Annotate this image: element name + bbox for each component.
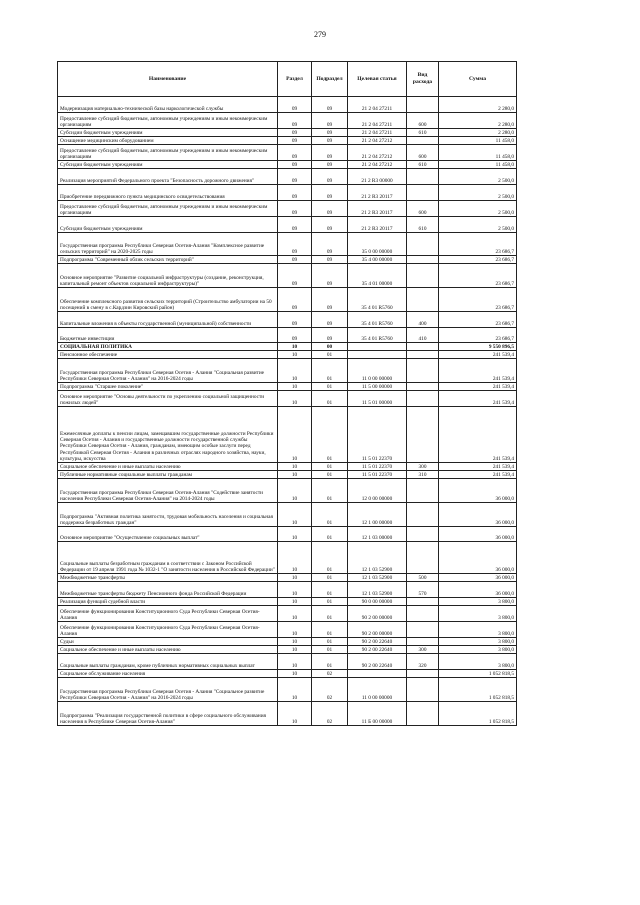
row-podrazdel: 01 — [312, 383, 348, 391]
row-razdel: 10 — [278, 351, 312, 359]
row-summa: 11 458,0 — [439, 161, 517, 169]
table-row — [58, 328, 517, 343]
table-row — [58, 542, 517, 574]
row-podrazdel: 01 — [312, 527, 348, 542]
row-razdel: 10 — [278, 503, 312, 527]
row-razdel: 09 — [278, 169, 312, 185]
row-celevaya-statya: 21 2 04 27212 — [348, 145, 407, 161]
row-name: Субсидии бюджетным учреждениям — [58, 217, 278, 233]
row-name: Предоставление субсидий бюджетным, автономным учреждениям и иным некоммерческим организациям — [58, 145, 278, 161]
row-razdel: 09 — [278, 137, 312, 145]
row-summa: 3 800,0 — [439, 646, 517, 654]
row-vid-rashoda: 570 — [407, 582, 439, 598]
table-row — [58, 233, 517, 256]
row-summa: 2 500,0 — [439, 201, 517, 217]
row-vid-rashoda — [407, 407, 439, 463]
row-celevaya-statya: 11 Б 00 00000 — [348, 702, 407, 726]
row-celevaya-statya: 90 2 00 00000 — [348, 622, 407, 638]
row-name: Обеспечение функционирования Конституционного Суда Республики Северная Осетия-Алания — [58, 622, 278, 638]
row-vid-rashoda — [407, 622, 439, 638]
row-razdel: 10 — [278, 359, 312, 383]
table-row — [58, 654, 517, 670]
row-summa: 3 800,0 — [439, 622, 517, 638]
table-row — [58, 256, 517, 264]
row-summa: 23 686,7 — [439, 328, 517, 343]
row-razdel: 10 — [278, 622, 312, 638]
table-row — [58, 471, 517, 479]
row-name: Государственная программа Республики Северная Осетия - Алания "Социальное развитие Республики Северная Осетия - Алания" на 2016-2024 годы — [58, 678, 278, 702]
row-podrazdel: 09 — [312, 288, 348, 312]
row-celevaya-statya: 90 2 00 00000 — [348, 606, 407, 622]
row-celevaya-statya: 11 0 00 00000 — [348, 359, 407, 383]
row-podrazdel: 09 — [312, 312, 348, 328]
table-row — [58, 622, 517, 638]
table-row — [58, 288, 517, 312]
row-podrazdel: 01 — [312, 646, 348, 654]
header-podrazdel: Подраздел — [312, 62, 348, 97]
row-name: Предоставление субсидий бюджетным, автономным учреждениям и иным некоммерческим организациям — [58, 113, 278, 129]
row-celevaya-statya: 11 5 01 00000 — [348, 391, 407, 407]
row-razdel: 09 — [278, 233, 312, 256]
row-celevaya-statya: 12 1 03 52900 — [348, 582, 407, 598]
row-vid-rashoda — [407, 383, 439, 391]
row-name: Реализация функций судебной власти — [58, 598, 278, 606]
row-celevaya-statya: 21 2 04 27211 — [348, 113, 407, 129]
row-name: Социальное обеспечение и иные выплаты населению — [58, 463, 278, 471]
row-celevaya-statya — [348, 351, 407, 359]
row-vid-rashoda — [407, 288, 439, 312]
table-row — [58, 479, 517, 503]
row-summa: 36 000,0 — [439, 527, 517, 542]
row-name: Обеспечение комплексного развития сельских территорий (Строительство амбулатории на 50 посещений в смену в с.Кардзин Кировский район) — [58, 288, 278, 312]
row-celevaya-statya: 11 5 00 00000 — [348, 383, 407, 391]
row-celevaya-statya: 35 0 00 00000 — [348, 233, 407, 256]
row-razdel: 09 — [278, 161, 312, 169]
row-summa: 23 686,7 — [439, 312, 517, 328]
row-summa: 2 280,0 — [439, 97, 517, 113]
row-razdel: 09 — [278, 288, 312, 312]
row-vid-rashoda: 300 — [407, 646, 439, 654]
row-celevaya-statya: 90 2 00 22640 — [348, 646, 407, 654]
row-celevaya-statya — [348, 670, 407, 678]
row-celevaya-statya: 35 4 01 R5760 — [348, 288, 407, 312]
row-celevaya-statya — [348, 343, 407, 351]
row-podrazdel: 09 — [312, 201, 348, 217]
row-celevaya-statya: 21 2 R3 20117 — [348, 201, 407, 217]
row-vid-rashoda — [407, 670, 439, 678]
row-summa: 241 539,4 — [439, 351, 517, 359]
table-row — [58, 678, 517, 702]
row-summa: 2 500,0 — [439, 169, 517, 185]
table-row — [58, 359, 517, 383]
row-summa: 241 539,4 — [439, 383, 517, 391]
row-name: Пенсионное обеспечение — [58, 351, 278, 359]
row-celevaya-statya: 12 1 03 52900 — [348, 542, 407, 574]
row-razdel: 10 — [278, 582, 312, 598]
table-row — [58, 407, 517, 463]
row-vid-rashoda — [407, 678, 439, 702]
table-row — [58, 503, 517, 527]
row-celevaya-statya: 35 4 01 R5760 — [348, 312, 407, 328]
row-razdel: 10 — [278, 654, 312, 670]
row-name: Основное мероприятие "Развитие социальной инфраструктуры (создание, реконструкция, капитальный ремонт объектов социальной инфраструктуры)" — [58, 264, 278, 288]
row-name: Подпрограмма "Активная политика занятости, трудовая мобильность населения и социальная поддержка безработных граждан" — [58, 503, 278, 527]
row-celevaya-statya: 21 2 04 27211 — [348, 129, 407, 137]
table-row — [58, 702, 517, 726]
table-row — [58, 161, 517, 169]
header-vid-rashoda: Вид расхода — [407, 62, 439, 97]
row-celevaya-statya: 11 5 01 22370 — [348, 471, 407, 479]
table-row — [58, 606, 517, 622]
row-vid-rashoda — [407, 137, 439, 145]
row-celevaya-statya: 12 0 00 00000 — [348, 479, 407, 503]
row-summa: 1 052 818,5 — [439, 670, 517, 678]
row-podrazdel: 09 — [312, 233, 348, 256]
row-podrazdel: 01 — [312, 391, 348, 407]
row-vid-rashoda — [407, 343, 439, 351]
row-vid-rashoda: 600 — [407, 145, 439, 161]
row-name: Субсидии бюджетным учреждениям — [58, 129, 278, 137]
row-vid-rashoda: 300 — [407, 463, 439, 471]
row-razdel: 09 — [278, 185, 312, 201]
row-podrazdel: 01 — [312, 407, 348, 463]
row-podrazdel: 01 — [312, 471, 348, 479]
table-row — [58, 169, 517, 185]
header-name: Наименование — [58, 62, 278, 97]
row-podrazdel: 01 — [312, 542, 348, 574]
row-vid-rashoda: 610 — [407, 161, 439, 169]
page-number: 279 — [314, 30, 326, 39]
row-summa: 11 458,0 — [439, 145, 517, 161]
row-name: Предоставление субсидий бюджетным, автономным учреждениям и иным некоммерческим организациям — [58, 201, 278, 217]
row-podrazdel: 01 — [312, 479, 348, 503]
row-vid-rashoda: 320 — [407, 654, 439, 670]
row-vid-rashoda — [407, 391, 439, 407]
row-razdel: 09 — [278, 97, 312, 113]
row-razdel: 10 — [278, 471, 312, 479]
row-name: Бюджетные инвестиции — [58, 328, 278, 343]
row-razdel: 10 — [278, 479, 312, 503]
table-row — [58, 145, 517, 161]
row-celevaya-statya: 21 2 R3 00000 — [348, 169, 407, 185]
row-podrazdel: 09 — [312, 264, 348, 288]
row-name: Подпрограмма "Реализация государственной политики в сфере социального обслуживания населения в Республике Северная Осетия-Алания" — [58, 702, 278, 726]
row-summa: 1 052 818,5 — [439, 678, 517, 702]
row-podrazdel: 09 — [312, 185, 348, 201]
row-vid-rashoda — [407, 233, 439, 256]
table-row — [58, 463, 517, 471]
row-razdel: 10 — [278, 527, 312, 542]
row-vid-rashoda — [407, 606, 439, 622]
table-row — [58, 598, 517, 606]
row-vid-rashoda — [407, 479, 439, 503]
table-row — [58, 574, 517, 582]
row-name: Приобретение передвижного пункта медицинского освидетельствования — [58, 185, 278, 201]
row-summa: 23 686,7 — [439, 288, 517, 312]
row-razdel: 10 — [278, 646, 312, 654]
row-podrazdel: 09 — [312, 256, 348, 264]
table-header-row — [58, 62, 517, 97]
row-celevaya-statya: 11 0 00 00000 — [348, 678, 407, 702]
row-summa: 241 539,4 — [439, 407, 517, 463]
row-name: Основное мероприятие "Основы деятельности по укреплению социальной защищенности пожилых людей" — [58, 391, 278, 407]
row-summa: 9 550 896,5 — [439, 343, 517, 351]
row-vid-rashoda — [407, 351, 439, 359]
row-summa: 3 800,0 — [439, 606, 517, 622]
row-summa: 36 000,0 — [439, 479, 517, 503]
row-celevaya-statya: 12 1 00 00000 — [348, 503, 407, 527]
row-razdel: 10 — [278, 606, 312, 622]
row-summa: 23 686,7 — [439, 256, 517, 264]
row-podrazdel: 09 — [312, 328, 348, 343]
table-row — [58, 351, 517, 359]
row-celevaya-statya: 35 4 01 00000 — [348, 264, 407, 288]
row-razdel: 10 — [278, 463, 312, 471]
table-row — [58, 391, 517, 407]
row-razdel: 10 — [278, 638, 312, 646]
table-row — [58, 201, 517, 217]
row-vid-rashoda: 610 — [407, 217, 439, 233]
row-celevaya-statya: 21 2 R3 20117 — [348, 185, 407, 201]
table-row — [58, 582, 517, 598]
table-row — [58, 137, 517, 145]
row-celevaya-statya: 21 2 04 27211 — [348, 97, 407, 113]
row-celevaya-statya: 12 1 03 52900 — [348, 574, 407, 582]
row-celevaya-statya: 21 2 04 27212 — [348, 161, 407, 169]
row-podrazdel: 01 — [312, 606, 348, 622]
row-celevaya-statya: 90 2 00 22640 — [348, 654, 407, 670]
row-razdel: 09 — [278, 113, 312, 129]
row-razdel: 10 — [278, 542, 312, 574]
row-podrazdel: 09 — [312, 145, 348, 161]
row-podrazdel: 09 — [312, 161, 348, 169]
row-summa: 241 539,4 — [439, 391, 517, 407]
row-name: Подпрограмма "Старшее поколение" — [58, 383, 278, 391]
row-razdel: 09 — [278, 256, 312, 264]
row-podrazdel: 01 — [312, 463, 348, 471]
row-name: Государственная программа Республики Северная Осетия-Алания "Комплексное развитие сельских территорий" на 2020-2025 годы — [58, 233, 278, 256]
row-name: Реализация мероприятий Федерального проекта "Безопасность дорожного движения" — [58, 169, 278, 185]
row-podrazdel: 02 — [312, 702, 348, 726]
row-podrazdel: 09 — [312, 217, 348, 233]
row-razdel: 10 — [278, 343, 312, 351]
row-name: Межбюджетные трансферты бюджету Пенсионного фонда Российской Федерации — [58, 582, 278, 598]
row-celevaya-statya: 35 4 00 00000 — [348, 256, 407, 264]
row-vid-rashoda — [407, 503, 439, 527]
row-name: Социальные выплаты безработным гражданам в соответствии с Законом Российской Федерации от 19 апреля 1991 года № 1032-1 "О занятости населения в Российской Федерации" — [58, 542, 278, 574]
row-razdel: 10 — [278, 383, 312, 391]
row-celevaya-statya: 11 5 01 22370 — [348, 407, 407, 463]
row-celevaya-statya: 11 5 01 22370 — [348, 463, 407, 471]
row-summa: 3 800,0 — [439, 598, 517, 606]
row-summa: 3 800,0 — [439, 638, 517, 646]
row-vid-rashoda: 410 — [407, 328, 439, 343]
row-podrazdel: 02 — [312, 670, 348, 678]
row-razdel: 10 — [278, 702, 312, 726]
row-summa: 11 458,0 — [439, 137, 517, 145]
row-name: Судьи — [58, 638, 278, 646]
row-name: Модернизация материально-технической базы наркологической службы — [58, 97, 278, 113]
row-razdel: 09 — [278, 328, 312, 343]
table-row — [58, 264, 517, 288]
header-celevaya-statya: Целевая статья — [348, 62, 407, 97]
row-podrazdel: 01 — [312, 638, 348, 646]
row-podrazdel: 01 — [312, 574, 348, 582]
table-row — [58, 527, 517, 542]
row-vid-rashoda — [407, 527, 439, 542]
row-summa: 2 280,0 — [439, 113, 517, 129]
table-row — [58, 312, 517, 328]
row-name: Основное мероприятие "Осуществление социальных выплат" — [58, 527, 278, 542]
row-vid-rashoda — [407, 97, 439, 113]
table-row — [58, 670, 517, 678]
row-summa: 23 686,7 — [439, 264, 517, 288]
row-vid-rashoda — [407, 598, 439, 606]
row-podrazdel: 01 — [312, 622, 348, 638]
row-podrazdel: 01 — [312, 582, 348, 598]
table-row — [58, 343, 517, 351]
row-summa: 36 000,0 — [439, 582, 517, 598]
row-vid-rashoda — [407, 638, 439, 646]
row-vid-rashoda: 600 — [407, 113, 439, 129]
row-celevaya-statya: 90 0 00 00000 — [348, 598, 407, 606]
row-vid-rashoda: 610 — [407, 129, 439, 137]
table-row — [58, 97, 517, 113]
row-name: Государственная программа Республики Северная Осетия-Алания "Содействие занятости населения Республики Северная Осетия-Алания" на 2014-2024 годы — [58, 479, 278, 503]
row-podrazdel: 09 — [312, 137, 348, 145]
row-summa: 241 539,4 — [439, 471, 517, 479]
row-podrazdel: 01 — [312, 598, 348, 606]
row-podrazdel: 09 — [312, 169, 348, 185]
row-vid-rashoda: 310 — [407, 471, 439, 479]
row-celevaya-statya: 12 1 03 00000 — [348, 527, 407, 542]
row-razdel: 09 — [278, 145, 312, 161]
row-summa: 1 052 818,5 — [439, 702, 517, 726]
header-razdel: Раздел — [278, 62, 312, 97]
row-summa: 2 500,0 — [439, 185, 517, 201]
row-name: Обеспечение функционирования Конституционного Суда Республики Северная Осетия-Алания — [58, 606, 278, 622]
row-podrazdel: 01 — [312, 351, 348, 359]
row-summa: 36 000,0 — [439, 542, 517, 574]
row-name: Субсидии бюджетным учреждениям — [58, 161, 278, 169]
row-razdel: 10 — [278, 407, 312, 463]
table-row — [58, 646, 517, 654]
row-vid-rashoda — [407, 359, 439, 383]
row-name: Социальное обслуживание населения — [58, 670, 278, 678]
row-vid-rashoda: 400 — [407, 312, 439, 328]
row-name: Оснащение медицинским оборудованием — [58, 137, 278, 145]
row-name: Капитальные вложения в объекты государственной (муниципальной) собственности — [58, 312, 278, 328]
row-summa: 241 539,4 — [439, 463, 517, 471]
table-row — [58, 129, 517, 137]
row-podrazdel: 01 — [312, 654, 348, 670]
row-vid-rashoda — [407, 169, 439, 185]
row-razdel: 10 — [278, 391, 312, 407]
table-row — [58, 638, 517, 646]
row-celevaya-statya: 35 4 01 R5760 — [348, 328, 407, 343]
row-name: Публичные нормативные социальные выплаты гражданам — [58, 471, 278, 479]
row-name: Подпрограмма "Современный облик сельских территорий" — [58, 256, 278, 264]
row-podrazdel: 09 — [312, 129, 348, 137]
row-razdel: 09 — [278, 312, 312, 328]
row-vid-rashoda — [407, 702, 439, 726]
row-razdel: 09 — [278, 201, 312, 217]
row-name: Социальные выплаты гражданам, кроме публичных нормативных социальных выплат — [58, 654, 278, 670]
row-name: Государственная программа Республики Северная Осетия - Алания "Социальная развитие Республики Северная Осетия - Алания" на 2016-2024 годы — [58, 359, 278, 383]
row-razdel: 09 — [278, 129, 312, 137]
row-razdel: 10 — [278, 670, 312, 678]
row-podrazdel: 00 — [312, 343, 348, 351]
row-podrazdel: 01 — [312, 503, 348, 527]
row-razdel: 09 — [278, 217, 312, 233]
row-razdel: 09 — [278, 264, 312, 288]
budget-table — [57, 61, 517, 726]
row-podrazdel: 01 — [312, 359, 348, 383]
row-summa: 3 800,0 — [439, 654, 517, 670]
row-name: СОЦИАЛЬНАЯ ПОЛИТИКА — [58, 343, 278, 351]
header-summa: Сумма — [439, 62, 517, 97]
row-summa: 2 280,0 — [439, 129, 517, 137]
table-row — [58, 113, 517, 129]
row-razdel: 10 — [278, 574, 312, 582]
table-row — [58, 217, 517, 233]
row-razdel: 10 — [278, 598, 312, 606]
row-summa: 23 686,7 — [439, 233, 517, 256]
row-podrazdel: 02 — [312, 678, 348, 702]
row-name: Социальное обеспечение и иные выплаты населению — [58, 646, 278, 654]
table-row — [58, 185, 517, 201]
row-vid-rashoda — [407, 264, 439, 288]
row-celevaya-statya: 21 2 04 27212 — [348, 137, 407, 145]
row-summa: 2 500,0 — [439, 217, 517, 233]
row-vid-rashoda — [407, 542, 439, 574]
row-name: Ежемесячные доплаты к пенсии лицам, замещавшим государственные должности Республики Северная Осетия - Алания и государственные должности государственной службы Республики Северная Осетия - Алания, гражданам, имеющим особые заслуги перед Республикой Северная Осетия - Алания в различных отраслях народного хозяйства, науки, культуры, искусства — [58, 407, 278, 463]
table-body — [58, 97, 517, 726]
row-vid-rashoda: 500 — [407, 574, 439, 582]
row-vid-rashoda — [407, 256, 439, 264]
row-razdel: 10 — [278, 678, 312, 702]
table-row — [58, 383, 517, 391]
row-summa: 36 000,0 — [439, 503, 517, 527]
row-summa: 241 539,4 — [439, 359, 517, 383]
row-vid-rashoda: 600 — [407, 201, 439, 217]
row-vid-rashoda — [407, 185, 439, 201]
row-podrazdel: 09 — [312, 97, 348, 113]
row-celevaya-statya: 90 2 00 22640 — [348, 638, 407, 646]
row-celevaya-statya: 21 2 R3 20117 — [348, 217, 407, 233]
row-summa: 36 000,0 — [439, 574, 517, 582]
row-name: Межбюджетные трансферты — [58, 574, 278, 582]
row-podrazdel: 09 — [312, 113, 348, 129]
